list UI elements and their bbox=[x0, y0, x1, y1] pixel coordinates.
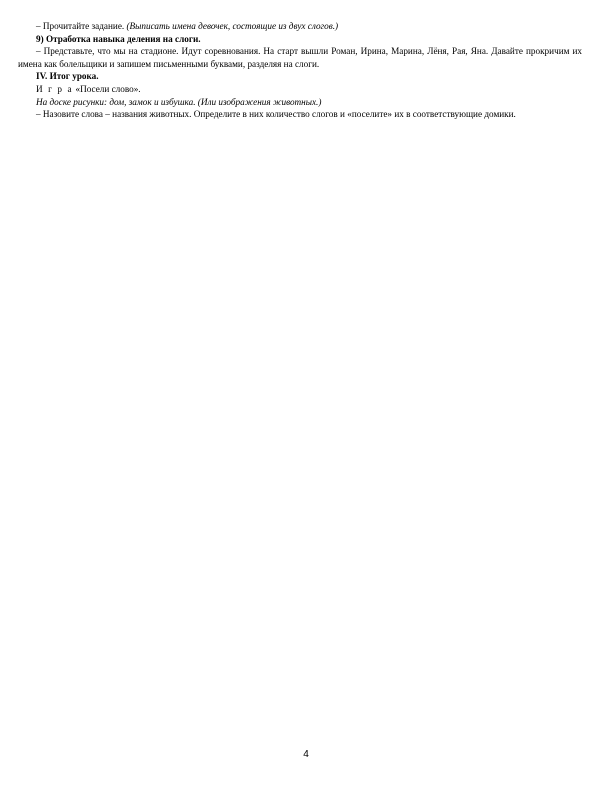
section-iv-heading: IV. Итог урока. bbox=[36, 71, 99, 82]
section-9-heading: 9) Отработка навыка деления на слоги. bbox=[36, 33, 201, 44]
task-instruction-line bbox=[18, 20, 582, 33]
task-note: (Выписать имена девочек, состоящие из двух слогов.) bbox=[126, 21, 339, 31]
page-number: 4 bbox=[303, 749, 309, 760]
game-name: «Посели слово». bbox=[75, 83, 141, 94]
stadium-paragraph: – Представьте, что мы на стадионе. Идут соревнования. На старт вышли Роман, Ирина, Марина, Лёня, Рая, Яна. Давайте прокричим их имена как болельщики и запишем письменными буквами, разделяя на слоги. bbox=[18, 46, 582, 69]
board-line: На доске рисунки: дом, замок и избушка. (Или изображения животных.) bbox=[36, 96, 322, 107]
task-prompt: – Прочитайте задание. bbox=[36, 21, 125, 31]
document-body bbox=[18, 20, 582, 121]
game-label: И г р а bbox=[36, 83, 74, 94]
game-line bbox=[18, 83, 582, 96]
final-paragraph: – Назовите слова – названия животных. Определите в них количество слогов и «поселите» их в соответствующие домики. bbox=[36, 109, 516, 120]
